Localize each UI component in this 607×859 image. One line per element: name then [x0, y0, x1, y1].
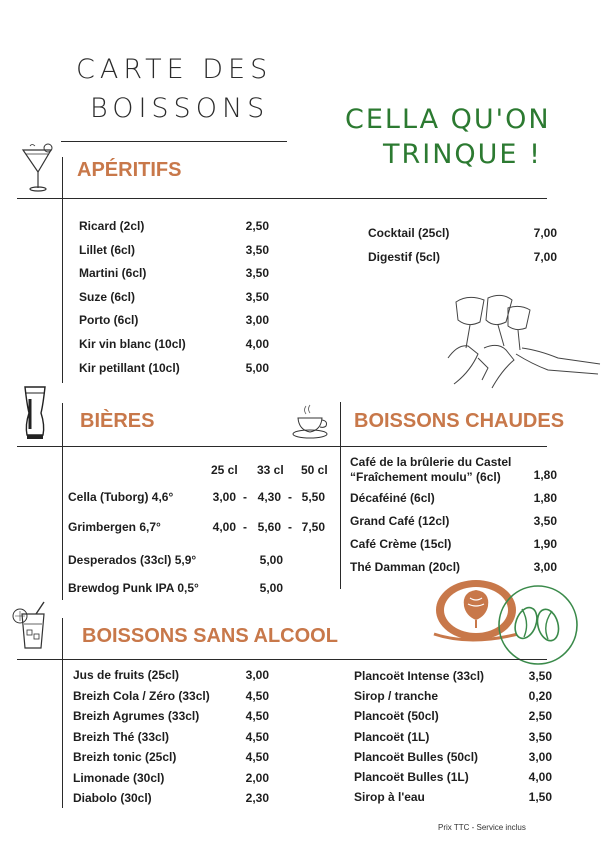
menu-item-price: 3,00 — [245, 313, 269, 328]
coffee-cup-icon — [290, 404, 330, 440]
soft-drink-name: Breizh Thé (33cl) — [73, 729, 170, 744]
soft-drink-name: Breizh Agrumes (33cl) — [73, 709, 200, 723]
soft-drink-price: 1,50 — [528, 790, 552, 805]
aperitifs-vertical-rule — [62, 157, 63, 383]
soft-drink-price: 2,00 — [245, 770, 269, 785]
price-separator: - — [243, 520, 247, 534]
beer-price: 5,00 — [259, 553, 283, 567]
menu-item-name: Ricard (2cl) — [79, 219, 145, 233]
hot-drink-name: Café de la brûlerie du Castel — [350, 455, 512, 469]
soft-drink-price: 0,20 — [528, 689, 552, 704]
soft-drink-price: 3,00 — [528, 749, 552, 764]
soft-drink-price: 2,30 — [245, 791, 269, 805]
hot-drink-name: Café Crème (15cl) — [350, 537, 452, 551]
hot-drink-price: 3,00 — [533, 560, 557, 574]
soft-drink-price: 4,50 — [245, 709, 269, 723]
soft-drink-name: Limonade (30cl) — [73, 770, 165, 785]
soft-drink-price: 4,50 — [245, 750, 269, 764]
soft-drink-price: 4,50 — [245, 729, 269, 744]
menu-item-name: Porto (6cl) — [79, 313, 139, 328]
menu-item-price: 3,50 — [245, 266, 269, 281]
title-underline — [61, 141, 287, 142]
menu-item-name: Martini (6cl) — [79, 266, 147, 281]
menu-item-name: Kir vin blanc (10cl) — [79, 337, 186, 351]
menu-item-price: 3,50 — [245, 289, 269, 304]
toast-glasses-icon — [448, 288, 606, 388]
cocktail-glass-icon — [20, 142, 56, 194]
menu-item-price: 7,00 — [533, 250, 557, 264]
sans-alcool-heading: BOISSONS SANS ALCOOL — [82, 625, 338, 647]
beer-price-50cl: 5,50 — [301, 490, 325, 504]
soft-drink-name: Plancoët Intense (33cl) — [354, 669, 485, 683]
beer-price-25cl: 4,00 — [212, 520, 236, 534]
hot-drink-price: 1,80 — [533, 491, 557, 505]
aperitifs-rule — [17, 198, 547, 199]
soft-drink-name: Plancoët (50cl) — [354, 709, 439, 724]
hot-drink-name: Grand Café (12cl) — [350, 514, 450, 528]
beer-price-33cl: 4,30 — [257, 490, 281, 504]
soft-drink-price: 4,50 — [245, 688, 269, 703]
soft-drink-name: Sirop à l'eau — [354, 790, 425, 805]
page-title-line2: BOISSONS — [90, 93, 270, 124]
col-head-25cl: 25 cl — [211, 463, 238, 477]
menu-item-name: Suze (6cl) — [79, 289, 136, 304]
hot-drink-name: Thé Damman (20cl) — [350, 560, 461, 574]
menu-item-name: Cocktail (25cl) — [368, 226, 450, 240]
menu-item-price: 5,00 — [245, 360, 269, 375]
soft-drink-price: 4,00 — [528, 770, 552, 784]
slogan-line1: CELLA QU'ON — [345, 104, 551, 135]
hot-drink-name-line2: “Fraîchement moulu” (6cl) — [350, 470, 501, 484]
menu-item-name: Kir petillant (10cl) — [79, 360, 180, 375]
menu-item-price: 3,50 — [245, 242, 269, 257]
soft-drink-icon — [12, 600, 56, 652]
beer-price-33cl: 5,60 — [257, 520, 281, 534]
hot-drink-price: 3,50 — [533, 514, 557, 528]
soft-drink-name: Plancoët Bulles (50cl) — [354, 749, 479, 764]
soft-drink-price: 2,50 — [528, 709, 552, 724]
beer-name: Brewdog Punk IPA 0,5° — [68, 581, 199, 595]
col-head-50cl: 50 cl — [301, 463, 328, 477]
beer-price-50cl: 7,50 — [301, 520, 325, 534]
soft-drink-name: Plancoët Bulles (1L) — [354, 770, 469, 784]
beer-price: 5,00 — [259, 581, 283, 595]
menu-item-price: 7,00 — [533, 226, 557, 240]
slogan-line2: TRINQUE ! — [383, 139, 542, 170]
chaudes-heading: BOISSONS CHAUDES — [354, 410, 565, 432]
chaudes-vertical-rule — [340, 402, 341, 589]
hot-drink-name: Décaféiné (6cl) — [350, 491, 435, 505]
sans-alcool-vertical-rule — [62, 618, 63, 808]
beer-name: Grimbergen 6,7° — [68, 520, 161, 534]
price-separator: - — [288, 490, 292, 504]
menu-item-price: 4,00 — [245, 337, 269, 351]
soft-drink-name: Jus de fruits (25cl) — [73, 668, 180, 682]
sans-alcool-rule — [17, 659, 547, 660]
soft-drink-price: 3,50 — [528, 729, 552, 744]
soft-drink-price: 3,00 — [245, 668, 269, 682]
bieres-vertical-rule — [62, 403, 63, 600]
beer-name: Cella (Tuborg) 4,6° — [68, 490, 174, 504]
hot-drink-price: 1,80 — [533, 468, 557, 482]
price-separator: - — [288, 520, 292, 534]
coffee-beans-icon — [496, 583, 580, 667]
page-title-line1: CARTE DES — [76, 54, 273, 85]
soft-drink-name: Breizh tonic (25cl) — [73, 750, 177, 764]
hot-drink-price: 1,90 — [533, 537, 557, 551]
menu-item-name: Lillet (6cl) — [79, 242, 136, 257]
bieres-heading: BIÈRES — [80, 410, 155, 432]
soft-drink-price: 3,50 — [528, 669, 552, 683]
beer-glass-icon — [21, 385, 49, 441]
col-head-33cl: 33 cl — [257, 463, 284, 477]
beer-name: Desperados (33cl) 5,9° — [68, 553, 197, 567]
soft-drink-name: Diabolo (30cl) — [73, 791, 152, 805]
price-separator: - — [243, 490, 247, 504]
menu-item-price: 2,50 — [245, 219, 269, 233]
footer-note: Prix TTC - Service inclus — [438, 823, 526, 832]
aperitifs-heading: APÉRITIFS — [77, 159, 182, 181]
bieres-rule — [17, 446, 547, 447]
soft-drink-name: Sirop / tranche — [354, 689, 439, 704]
beer-price-25cl: 3,00 — [212, 490, 236, 504]
soft-drink-name: Plancoët (1L) — [354, 729, 430, 744]
soft-drink-name: Breizh Cola / Zéro (33cl) — [73, 688, 210, 703]
menu-item-name: Digestif (5cl) — [368, 250, 441, 264]
